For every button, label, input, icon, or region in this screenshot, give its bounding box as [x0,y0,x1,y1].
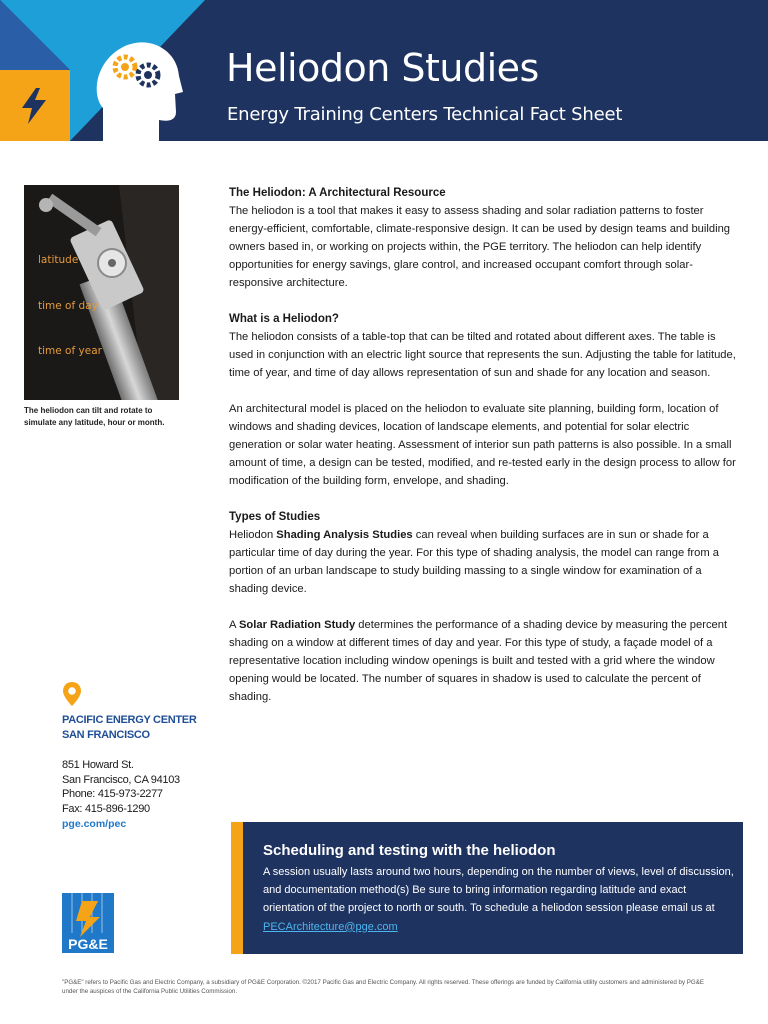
page-title: Heliodon Studies [226,46,539,90]
section-body: An architectural model is placed on the heliodon to evaluate site planning, building form, location of windows and shading devices, location of landscape elements, and potential for solar electric generation or solar water heating. Assessment of interior sun path patterns is also possible. In a small amount of time, a design can be tested, modified, and re-tested early in the design process to allow for modification of the building form, envelope, and shading. [229,403,736,487]
bold-term: Solar Radiation Study [238,619,356,631]
text-span: can reveal when building surfaces are in sun or shade for a particular time of day during the year. For this type of shading analysis, the model can range from a portion of an urban landscape to study building massing to a single window for examination of a shading device. [229,529,720,595]
photo-caption: The heliodon can tilt and rotate to simulate any latitude, hour or month. [24,406,165,427]
city-line: San Francisco, CA 94103 [62,773,180,786]
scheduling-callout [231,822,743,954]
photo-label-time-of-year: time of year [38,345,102,357]
address-block [62,758,180,816]
section-body [229,526,739,598]
text-span: determines the performance of a shading device by measuring the percent shading on a window at different times of day and year. For this type of study, a façade model of a representative location including window openings is built and tested with a grid where the window opening would be located. The number of squares in shadow is used to calculate the percent of shading. [229,619,728,703]
bold-term: Shading Analysis Studies [276,529,413,541]
logo-text: PG&E [68,936,108,952]
callout-accent-bar [231,822,243,954]
heliodon-photo [24,185,179,400]
pge-logo [62,893,114,953]
location-pin-icon [62,682,82,706]
email-link[interactable]: PECArchitecture@pge.com [263,920,398,933]
org-line: PACIFIC ENERGY CENTER [62,714,197,726]
section-body: The heliodon consists of a table-top that can be tilted and rotated about different axes. The table is used in conjunction with an electric light source that represents the sun. Adjusting the table for latitude, time of year, and time of day allows representation of sun and shade for any location and season. [229,331,736,379]
section-heading: What is a Heliodon? [229,313,339,325]
callout-text [263,863,735,936]
section-heading: Types of Studies [229,511,321,523]
heliodon-illustration [24,185,179,400]
main-content [229,184,739,706]
page-subtitle: Energy Training Centers Technical Fact Sheet [227,104,623,125]
street-address: 851 Howard St. [62,759,134,771]
photo-label-latitude: latitude [38,254,79,266]
website-link[interactable]: pge.com/pec [62,818,127,830]
photo-label-time-of-day: time of day [38,300,98,312]
section-heading: The Heliodon: A Architectural Resource [229,187,446,199]
head-gears-icon [95,40,185,141]
org-line: SAN FRANCISCO [62,729,150,741]
text-span: Heliodon [229,529,277,541]
fax-line: Fax: 415-896-1290 [62,802,150,815]
section-body: The heliodon is a tool that makes it easy to assess shading and solar radiation patterns to foster energy-efficient, comfortable, climate-responsive design. It can be used by design teams and building owners based in, or working on projects within, the PGE territory. The heliodon can help identify opportunities for energy savings, glare control, and increased occupant comfort through solar-responsive architecture. [229,205,731,289]
callout-title: Scheduling and testing with the heliodon [263,842,556,859]
section-body [229,616,739,706]
footer-disclaimer: "PG&E" refers to Pacific Gas and Electric Company, a subsidiary of PG&E Corporation. ©2017 Pacific Gas and Electric Company. All rights reserved. These offerings are funded by California utility customers and administered by PG&E under the auspices of the California Public Utilities Commission. [62,979,704,995]
lightning-bolt-icon [18,88,50,124]
phone-line: Phone: 415-973-2277 [62,788,163,800]
header-banner [0,0,768,141]
text-span: A [229,619,239,631]
callout-body: A session usually lasts around two hours, depending on the number of views, level of discussion, and documentation method(s) Be sure to bring information regarding latitude and exact orientation of the project to north or south. To schedule a heliodon session please email us at [263,866,734,915]
organization-name [62,713,196,743]
